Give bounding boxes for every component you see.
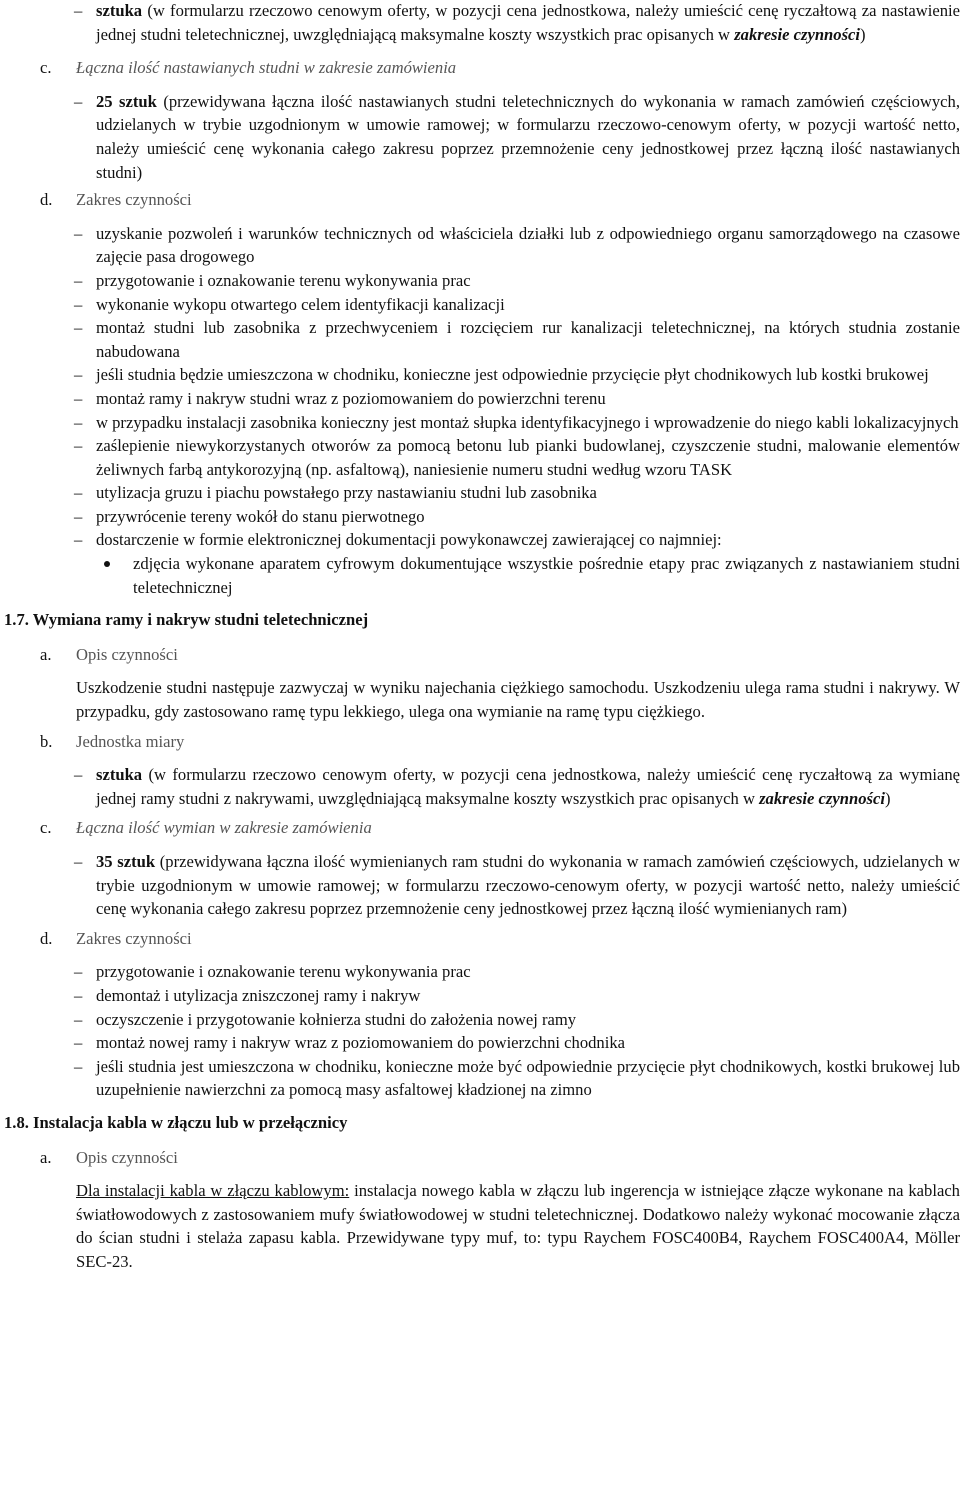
list-item: – wykonanie wykopu otwartego celem identyfikacji kanalizacji [0, 293, 960, 317]
unit-bold: sztuka [96, 1, 143, 20]
unit-text: (w formularzu rzeczowo cenowym oferty, w pozycji cena jednostkowa, należy umieścić cenę ryczałtową za nastawienie jednej studni teletechnicznej, uwzględniającą maksymalne koszty wszystkich prac opisanych w [96, 1, 960, 44]
section-heading-1-7: 1.7. Wymiana ramy i nakryw studni teletechnicznej [4, 610, 369, 630]
scope-list [0, 960, 960, 1102]
description-paragraph: Dla instalacji kabla w złączu kablowym: instalacja nowego kabla w złączu lub ingerencja w istniejące złącze wykonane na kablach światłowodowych z zastosowaniem mufy światłowodowej w studni teletechnicznej. Dodatkowo należy wykonać mocowanie złącza do ścian studni i stelaża zapasu kabla. Przewidywane typy muf, to: typu Raychem FOSC400B4, Raychem FOSC400A4, Möller SEC-23. [76, 1181, 960, 1271]
subheading-d: d. Zakres czynności [40, 928, 192, 948]
subheading-title: Łączna ilość nastawianych studni w zakresie zamówienia [76, 58, 457, 78]
list-item: – jeśli studnia jest umieszczona w chodniku, konieczne może być odpowiednie przycięcie płyt chodnikowych, kostki brukowej lub uzupełnienie nawierzchni za pomocą masy asfaltowej kładzionej na zimno [0, 1055, 960, 1102]
subheading-title: Opis czynności [76, 1147, 178, 1167]
list-item: – uzyskanie pozwoleń i warunków technicznych od właściciela działki lub z odpowiedniego organu samorządowego na czasowe zajęcie pasa drogowego [0, 222, 960, 269]
underlined-lead: Dla instalacji kabla w złączu kablowym: [76, 1181, 350, 1201]
quantity-item: – 35 sztuk (przewidywana łączna ilość wymienianych ram studni do wykonania w ramach zamówień częściowych, udzielanych w trybie uzgodnionym w umowie ramowej; w formularzu rzeczowo-cenowym oferty, w pozycji wartość netto, należy umieścić cenę wykonania całego zakresu poprzez przemnożenie ceny jednostkowej przez łączną ilość wymienianych ram) [0, 850, 960, 921]
bullet-item: zdjęcia wykonane aparatem cyfrowym dokumentujące wszystkie pośrednie etapy prac związanych z nastawianiem studni teletechnicznej [0, 552, 960, 599]
list-item: – montaż studni lub zasobnika z przechwyceniem i rozcięciem rur kanalizacji teletechnicznej, na których studnia zostanie nabudowana [0, 316, 960, 363]
list-item: – montaż nowej ramy i nakryw wraz z poziomowaniem do powierzchni chodnika [0, 1031, 960, 1055]
subheading-a: a. Opis czynności [40, 644, 178, 664]
unit-item: – sztuka (w formularzu rzeczowo cenowym oferty, w pozycji cena jednostkowa, należy umieścić cenę ryczałtową za nastawienie jednej studni teletechnicznej, uwzględniającą maksymalne koszty wszystkich prac opisanych w zakresie czynności) [0, 0, 960, 46]
list-item: – przygotowanie i oznakowanie terenu wykonywania prac [0, 269, 960, 293]
subheading-title: Łączna ilość wymian w zakresie zamówienia [76, 818, 372, 838]
description-paragraph: Uszkodzenie studni następuje zazwyczaj w wyniku najechania ciężkiego samochodu. Uszkodzeniu ulega rama studni i nakrywy. W przypadku, gdy zastosowano ramę typu lekkiego, ulega ona wymianie na ramę typu ciężkiego. [76, 678, 960, 722]
list-item: – przywrócenie tereny wokół do stanu pierwotnego [0, 505, 960, 529]
subheading-d: d. Zakres czynności [40, 190, 192, 210]
subheading-c: c. Łączna ilość nastawianych studni w zakresie zamówienia [40, 58, 457, 78]
subheading-b: b. Jednostka miary [40, 731, 185, 751]
list-item: – zaślepienie niewykorzystanych otworów za pomocą betonu lub pianki budowlanej, czyszczenie studni, malowanie elementów żeliwnych farbą antykorozyjną (np. asfaltową), naniesienie numeru studni według wzoru TASK [0, 434, 960, 481]
subheading-title: Zakres czynności [76, 190, 192, 210]
list-item: – demontaż i utylizacja zniszczonej ramy i nakryw [0, 984, 960, 1008]
subheading-title: Zakres czynności [76, 928, 192, 948]
section-heading-1-8: 1.8. Instalacja kabla w złączu lub w przełącznicy [4, 1112, 348, 1132]
scope-list [0, 222, 960, 600]
list-item: – montaż ramy i nakryw studni wraz z poziomowaniem do powierzchni terenu [0, 387, 960, 411]
subheading-title: Opis czynności [76, 644, 178, 664]
subheading-title: Jednostka miary [76, 731, 185, 751]
list-item: – utylizacja gruzu i piachu powstałego przy nastawianiu studni lub zasobnika [0, 481, 960, 505]
subheading-a: a. Opis czynności [40, 1147, 178, 1167]
list-item: – dostarczenie w formie elektronicznej dokumentacji powykonawczej zawierającej co najmniej: [0, 528, 960, 552]
list-item: – w przypadku instalacji zasobnika konieczny jest montaż słupka identyfikacyjnego i wprowadzenie do niego kabli lokalizacyjnych [0, 411, 960, 435]
quantity-item: – 25 sztuk (przewidywana łączna ilość nastawianych studni teletechnicznych do wykonania w ramach zamówień częściowych, udzielanych w trybie uzgodnionym w umowie ramowej; w formularzu rzeczowo-cenowym oferty, w pozycji wartość netto, należy umieścić cenę wykonania całego zakresu poprzez przemnożenie ceny jednostkowej przez łączną ilość nastawianych studni) [0, 90, 960, 184]
list-item: – przygotowanie i oznakowanie terenu wykonywania prac [0, 960, 960, 984]
unit-emph: zakresie czynności [734, 24, 861, 44]
subheading-c: c. Łączna ilość wymian w zakresie zamówienia [40, 818, 372, 838]
list-item: – oczyszczenie i przygotowanie kołnierza studni do założenia nowej ramy [0, 1008, 960, 1032]
unit-item: – sztuka (w formularzu rzeczowo cenowym oferty, w pozycji cena jednostkowa, należy umieścić cenę ryczałtową za wymianę jednej ramy studni z nakrywami, uwzględniającą maksymalne koszty wszystkich prac opisanych w zakresie czynności) [0, 763, 960, 810]
list-item: – jeśli studnia będzie umieszczona w chodniku, konieczne jest odpowiednie przycięcie płyt chodnikowych lub kostki brukowej [0, 363, 960, 387]
